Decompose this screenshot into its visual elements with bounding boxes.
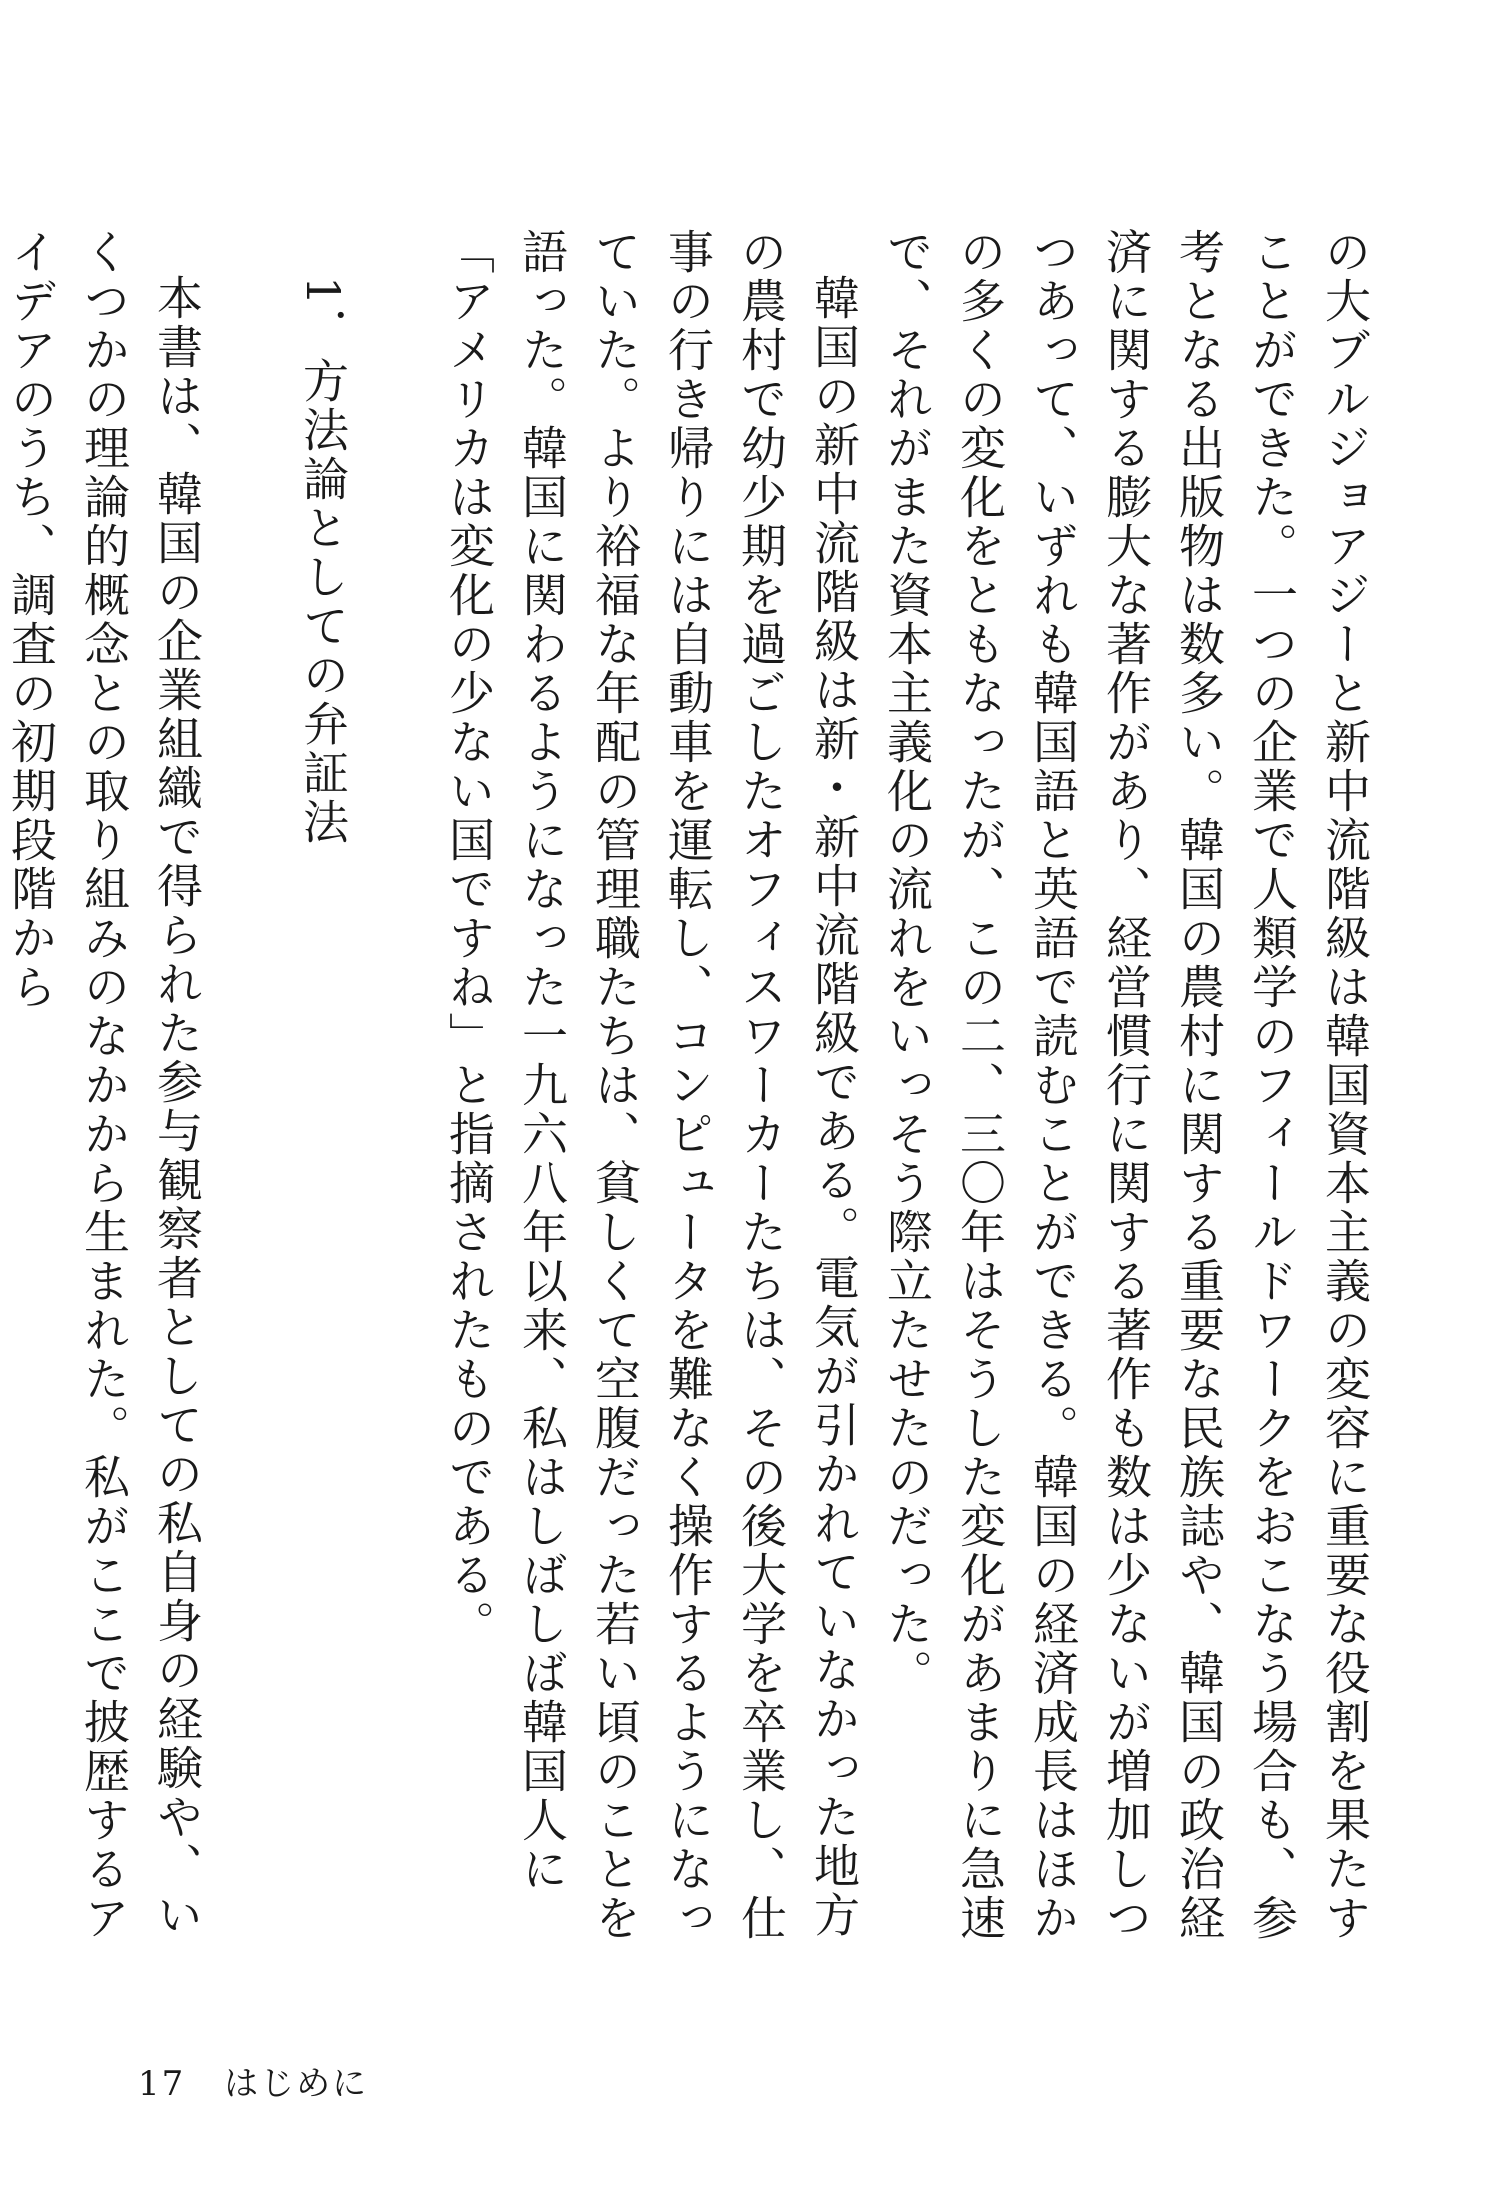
section-heading: 1．方法論としての弁証法 [296, 276, 350, 848]
page-footer [138, 2056, 368, 2105]
page-number: 17 [138, 2064, 186, 2104]
paragraph-1: の大ブルジョアジーと新中流階級は韓国資本主義の変容に重要な役割を果たすことができた。一つの企業で人類学のフィールドワークをおこなう場合も、参考となる出版物は数多い。韓国の農村に関する重要な民族誌や、韓国の政治経済に関する膨大な著作があり、経営慣行に関する著作も数は少ないが増加しつつあって、いずれも韓国語と英語で読むことができる。韓国の経済成長はほかの多くの変化をともなったが、この二、三〇年はそうした変化があまりに急速で、それがまた資本主義化の流れをいっそう際立たせたのだった。 [880, 228, 1372, 1943]
paragraph-2: 韓国の新中流階級は新・新中流階級である。電気が引かれていなかった地方の農村で幼少期を過ごしたオフィスワーカーたちは、その後大学を卒業し、仕事の行き帰りには自動車を運転し、コンピュータを難なく操作するようになっていた。より裕福な年配の管理職たちは、貧しくて空腹だった若い頃のことを語った。韓国に関わるようになった一九六八年以来、私はしばしば韓国人に「アメリカは変化の少ない国ですね」と指摘されたものである。 [442, 228, 861, 1943]
paragraph-3: 本書は、韓国の企業組織で得られた参与観察者としての私自身の経験や、いくつかの理論的概念との取り組みのなかから生まれた。私がここで披歴するアイデアのうち、調査の初期段階から [4, 228, 204, 1943]
running-head: はじめに [224, 2064, 369, 2104]
vertical-text-body [0, 228, 1381, 1988]
